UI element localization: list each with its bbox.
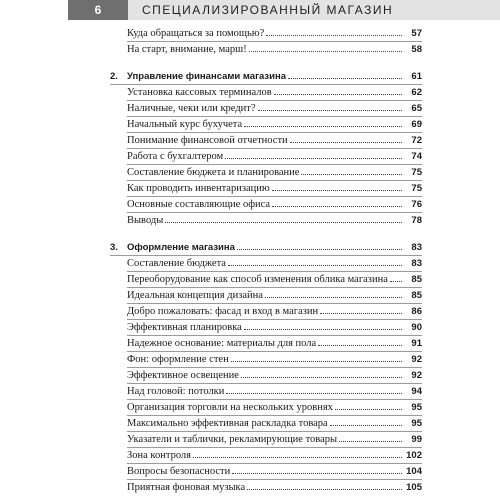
entry-divider: [127, 303, 422, 304]
toc-entry-page: 57: [411, 28, 422, 39]
dot-leader: [288, 78, 402, 79]
running-header: [68, 0, 500, 20]
entry-divider: [127, 287, 422, 288]
entry-divider: [127, 383, 422, 384]
dot-leader: [249, 51, 402, 52]
toc-entry: [127, 417, 422, 430]
toc-entry-page: 102: [406, 450, 422, 461]
dot-leader: [301, 174, 402, 175]
toc-entry: [127, 86, 422, 99]
toc-entry-page: 61: [411, 71, 422, 82]
entry-divider: [127, 116, 422, 117]
toc-entry-title: Добро пожаловать: фасад и вход в магазин: [127, 306, 319, 317]
toc-entry: [127, 321, 422, 334]
chapter-title: Управление финансами магазина: [127, 71, 287, 82]
toc-entry-title: Как проводить инвентаризацию: [127, 183, 270, 194]
toc-entry-title: Указатели и таблички, рекламирующие товары: [127, 434, 338, 445]
toc-entry-title: Составление бюджета: [127, 258, 226, 269]
toc-entry-page: 74: [411, 151, 422, 162]
page-number: 6: [68, 0, 128, 20]
dot-leader: [272, 206, 402, 207]
toc-entry-title: Наличные, чеки или кредит?: [127, 103, 256, 114]
toc-entry-title: На старт, внимание, марш!: [127, 44, 247, 55]
entry-divider: [127, 271, 422, 272]
dot-leader: [241, 377, 402, 378]
toc-entry: [127, 150, 422, 163]
entry-divider: [127, 196, 422, 197]
dot-leader: [258, 110, 402, 111]
toc-entry-page: 92: [411, 354, 422, 365]
toc-entry-title: Переоборудование как способ изменения облика магазина: [127, 274, 388, 285]
dot-leader: [265, 297, 402, 298]
chapter-number: 3.: [110, 242, 118, 253]
toc-entry: [127, 102, 422, 115]
toc-entry: [127, 118, 422, 131]
toc-entry-title: Работа с бухгалтером: [127, 151, 224, 162]
entry-divider: [127, 164, 422, 165]
toc-entry-page: 95: [411, 418, 422, 429]
dot-leader: [390, 281, 402, 282]
toc-entry-page: 72: [411, 135, 422, 146]
toc-entry-page: 78: [411, 215, 422, 226]
toc-entry-title: Фон: оформление стен: [127, 354, 229, 365]
dot-leader: [318, 345, 402, 346]
toc-entry-page: 91: [411, 338, 422, 349]
dot-leader: [335, 409, 402, 410]
toc-entry: [127, 182, 422, 195]
toc-entry-title: Установка кассовых терминалов: [127, 87, 272, 98]
entry-divider: [127, 180, 422, 181]
entry-divider: [127, 212, 422, 213]
entry-divider: [127, 351, 422, 352]
dot-leader: [225, 158, 402, 159]
entry-divider: [127, 431, 422, 432]
toc-entry-title: Понимание финансовой отчетности: [127, 135, 288, 146]
entry-divider: [127, 399, 422, 400]
toc-entry-title: Составление бюджета и планирование: [127, 167, 300, 178]
toc-entry-title: Эффективная планировка: [127, 322, 242, 333]
entry-divider: [127, 447, 422, 448]
toc-entry: [127, 465, 422, 478]
entry-divider: [127, 319, 422, 320]
dot-leader: [290, 142, 402, 143]
toc-entry-page: 83: [411, 258, 422, 269]
toc-entry-title: Вопросы безопасности: [127, 466, 231, 477]
dot-leader: [339, 441, 402, 442]
toc-entry-page: 94: [411, 386, 422, 397]
toc-entry: [127, 257, 422, 270]
dot-leader: [266, 35, 402, 36]
toc-entry-page: 76: [411, 199, 422, 210]
toc-entry-title: Максимально эффективная раскладка товара: [127, 418, 328, 429]
dot-leader: [274, 94, 402, 95]
toc-entry-page: 99: [411, 434, 422, 445]
dot-leader: [193, 457, 402, 458]
dot-leader: [330, 425, 402, 426]
toc-entry-page: 62: [411, 87, 422, 98]
toc-entry: [127, 166, 422, 179]
toc-entry-title: Идеальная концепция дизайна: [127, 290, 263, 301]
toc-entry: [127, 273, 422, 286]
entry-divider: [127, 463, 422, 464]
toc-entry-title: Куда обращаться за помощью?: [127, 28, 265, 39]
chapter-title: Оформление магазина: [127, 242, 235, 253]
entry-divider: [127, 132, 422, 133]
toc-entry-page: 92: [411, 370, 422, 381]
toc-entry: [127, 337, 422, 350]
entry-divider: [127, 479, 422, 480]
toc-entry: [127, 369, 422, 382]
toc-entry-title: Эффективное освещение: [127, 370, 239, 381]
toc-entry: [127, 353, 422, 366]
toc-entry: [127, 305, 422, 318]
dot-leader: [228, 265, 402, 266]
toc-entry-page: 83: [411, 242, 422, 253]
toc-entry-page: 85: [411, 290, 422, 301]
dot-leader: [231, 361, 402, 362]
toc-entry-title: Над головой: потолки: [127, 386, 225, 397]
toc-entry-title: Начальный курс бухучета: [127, 119, 243, 130]
toc-entry: [127, 43, 422, 56]
dot-leader: [165, 222, 402, 223]
toc-entry-page: 69: [411, 119, 422, 130]
toc-entry-title: Основные составляющие офиса: [127, 199, 271, 210]
dot-leader: [244, 126, 402, 127]
toc-entry-page: 58: [411, 44, 422, 55]
toc-entry-page: 90: [411, 322, 422, 333]
toc-entry-page: 86: [411, 306, 422, 317]
toc-chapter: [110, 70, 422, 83]
entry-divider: [127, 100, 422, 101]
dot-leader: [247, 489, 402, 490]
toc-entry-page: 75: [411, 167, 422, 178]
toc-entry: [127, 385, 422, 398]
toc-entry-page: 75: [411, 183, 422, 194]
entry-divider: [127, 41, 422, 42]
toc-entry: [127, 134, 422, 147]
book-title: СПЕЦИАЛИЗИРОВАННЫЙ МАГАЗИН: [142, 3, 394, 17]
toc-chapter: [110, 241, 422, 254]
toc-entry-page: 105: [406, 482, 422, 493]
chapter-divider: [110, 84, 422, 85]
toc-entry-title: Зона контроля: [127, 450, 191, 461]
dot-leader: [237, 249, 402, 250]
entry-divider: [127, 367, 422, 368]
toc-entry: [127, 481, 422, 494]
toc-entry: [127, 198, 422, 211]
dot-leader: [272, 190, 402, 191]
entry-divider: [127, 415, 422, 416]
toc-entry: [127, 401, 422, 414]
toc-entry: [127, 27, 422, 40]
toc-entry-title: Надежное основание: материалы для пола: [127, 338, 317, 349]
toc-entry-page: 104: [406, 466, 422, 477]
toc-entry: [127, 289, 422, 302]
toc-entry: [127, 449, 422, 462]
toc-entry: [127, 433, 422, 446]
entry-divider: [127, 148, 422, 149]
dot-leader: [232, 473, 402, 474]
toc-entry-page: 65: [411, 103, 422, 114]
toc-entry-page: 85: [411, 274, 422, 285]
chapter-divider: [110, 255, 422, 256]
toc-entry-title: Организация торговли на нескольких уровнях: [127, 402, 333, 413]
toc-entry-title: Выводы: [127, 215, 164, 226]
toc-entry-page: 95: [411, 402, 422, 413]
entry-divider: [127, 335, 422, 336]
dot-leader: [226, 393, 402, 394]
chapter-number: 2.: [110, 71, 118, 82]
toc-entry-title: Приятная фоновая музыка: [127, 482, 246, 493]
dot-leader: [320, 313, 402, 314]
toc-entry: [127, 214, 422, 227]
dot-leader: [244, 329, 402, 330]
